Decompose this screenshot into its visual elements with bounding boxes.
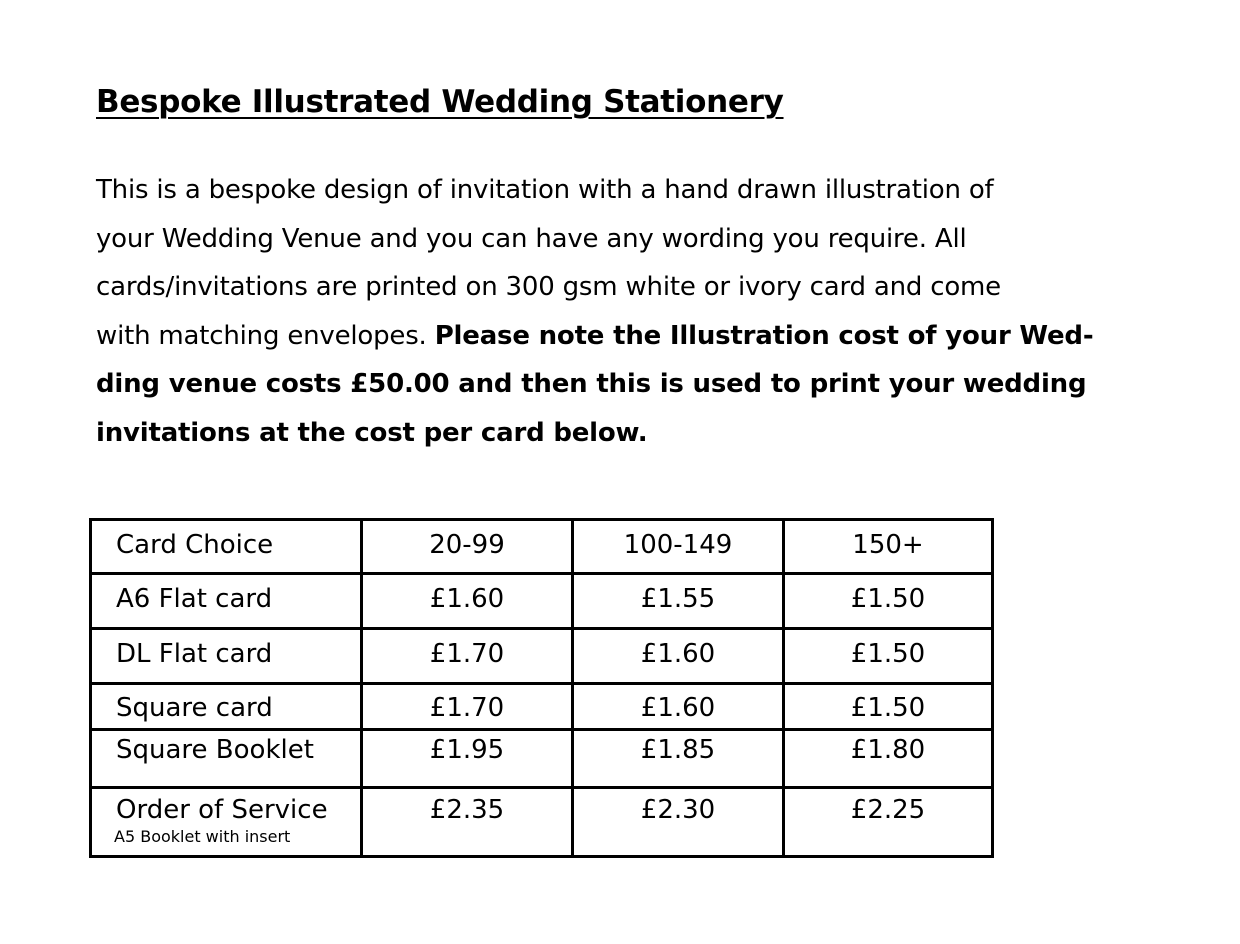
card-name-cell: Order of Service A5 Booklet with insert: [91, 788, 362, 857]
price-cell: £1.55: [573, 574, 784, 629]
table-header-cell: 20-99: [362, 520, 573, 574]
price-cell: £1.60: [573, 684, 784, 730]
price-cell: £1.80: [784, 730, 993, 788]
table-row: [91, 684, 993, 730]
table-header-cell: 100-149: [573, 520, 784, 574]
table-header-row: [91, 520, 993, 574]
page-title: Bespoke Illustrated Wedding Stationery: [96, 84, 784, 120]
price-cell: £2.30: [573, 788, 784, 857]
price-cell: £1.70: [362, 684, 573, 730]
price-cell: £1.95: [362, 730, 573, 788]
intro-note-bold: ding venue costs £50.00 and then this is used to print your wedding: [96, 369, 1087, 399]
card-name-cell: DL Flat card: [91, 629, 362, 684]
price-cell: £1.50: [784, 574, 993, 629]
table-row: [91, 629, 993, 684]
price-cell: £1.50: [784, 629, 993, 684]
price-cell: £2.35: [362, 788, 573, 857]
intro-note-bold: invitations at the cost per card below.: [96, 417, 648, 448]
price-table: [89, 518, 994, 858]
table-header-cell: 150+: [784, 520, 993, 574]
table-row: [91, 730, 993, 788]
price-cell: £1.60: [573, 629, 784, 684]
table-row: [91, 574, 993, 629]
intro-line: your Wedding Venue and you can have any wording you require. All: [96, 223, 967, 254]
price-cell: £1.85: [573, 730, 784, 788]
table-header-cell: Card Choice: [91, 520, 362, 574]
price-cell: £2.25: [784, 788, 993, 857]
intro-line-text: with matching envelopes.: [96, 320, 435, 351]
intro-line: cards/invitations are printed on 300 gsm white or ivory card and come: [96, 272, 1001, 302]
price-cell: £1.70: [362, 629, 573, 684]
card-name-cell: A6 Flat card: [91, 574, 362, 629]
price-cell: £1.50: [784, 684, 993, 730]
intro-line: This is a bespoke design of invitation with a hand drawn illustration of: [96, 175, 994, 205]
card-name-cell: Square Booklet: [91, 730, 362, 788]
intro-paragraph: [96, 166, 1094, 457]
card-note: A5 Booklet with insert: [114, 827, 291, 846]
intro-line-mixed: [96, 312, 1094, 361]
price-cell: £1.60: [362, 574, 573, 629]
table-row: [91, 788, 993, 857]
card-name-cell: Square card: [91, 684, 362, 730]
intro-note-bold: Please note the Illustration cost of your Wed-: [434, 320, 1094, 351]
